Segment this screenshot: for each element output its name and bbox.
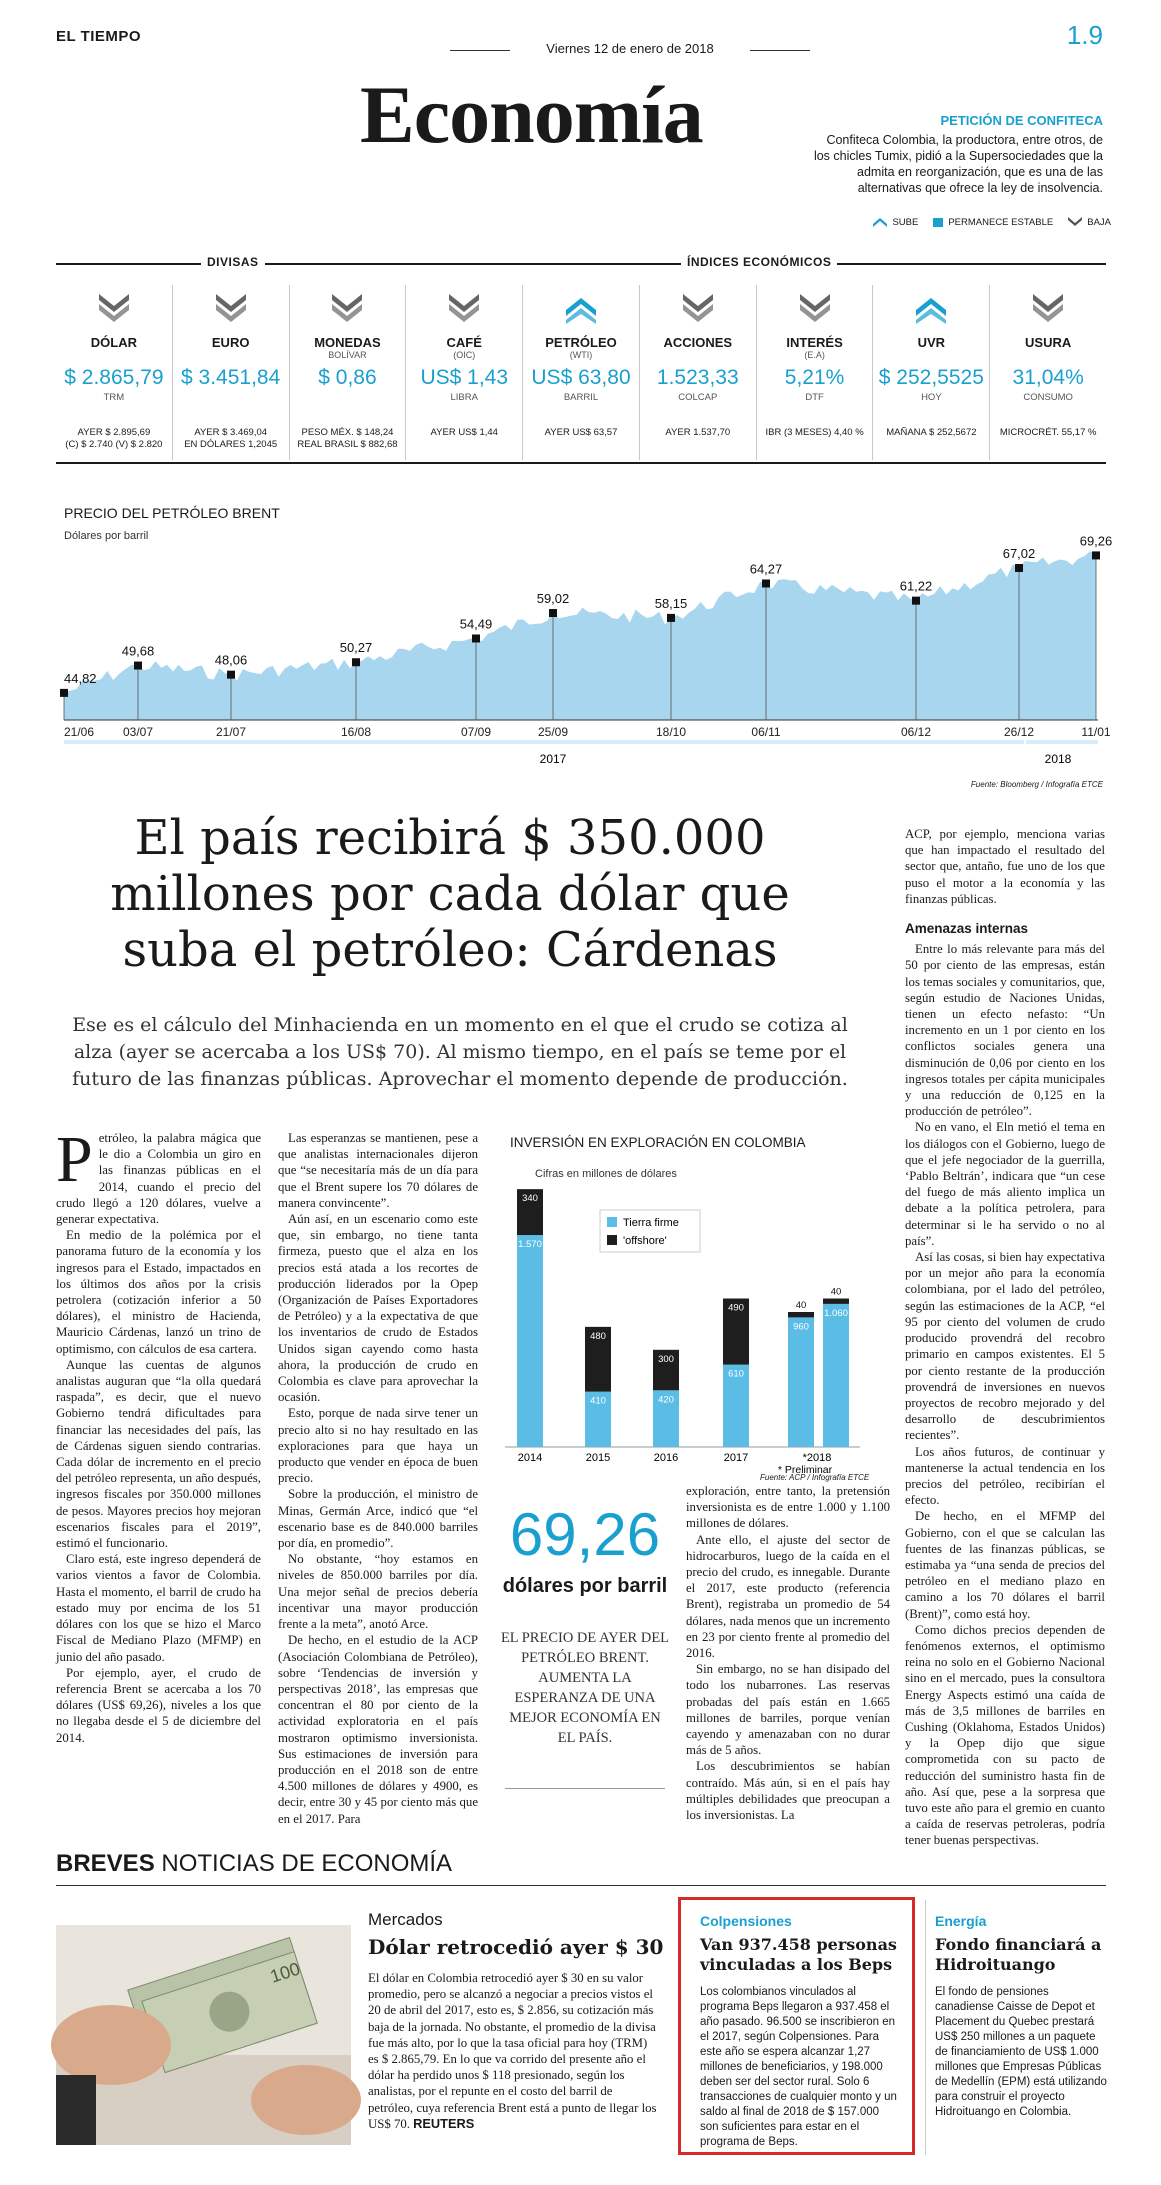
brent-chart-subtitle: Dólares por barril	[64, 530, 149, 542]
brent-chart-title: PRECIO DEL PETRÓLEO BRENT	[64, 505, 280, 521]
brent-point	[912, 597, 920, 605]
bar-label-offshore: 40	[830, 1286, 842, 1298]
brent-point	[227, 671, 235, 679]
col1-p2: Aunque las cuentas de algunos analistas auguran que “la olla quedará raspada”, es decir, que el nuevo Gobierno tendrá dificultades para financiar las necesidades del país, las de Cárdenas siguen siendo contrarias. Cada dólar de incremento en el precio del petróleo representa, un año después, ingresos fiscales por 350.000 millones de pesos. Mayores precios hoy mejoran escenarios fiscales para el 2019”, estimó el funcionario.	[56, 1357, 261, 1551]
indicator-foot: MICROCRÉT. 55,17 %	[999, 427, 1097, 438]
inversion-chart	[505, 1155, 865, 1475]
col3-p1: Ante ello, el ajuste del sector de hidrocarburos, luego de la caída en el precio del crudo, es innegable. Durante el 2017, este producto (referencia Brent), registraba un promedio de 54 dólares, nada menos que un incremento en 23 por ciento frente al promedio del 2016.	[686, 1532, 890, 1661]
up-trend-icon	[564, 290, 598, 326]
indicator-foot: AYER $ 2.895,69 (C) $ 2.740 (V) $ 2.820	[65, 427, 163, 450]
col3-p3: Los descubrimientos se habían contraído. Más aún, si en el país hay múltiples debilidades que preocupan a los inversionistas. La	[686, 1759, 890, 1823]
indicator-value: $ 0,86	[318, 366, 377, 389]
brief-1-body: El dólar en Colombia retrocedió ayer $ 30 en su valor promedio, pero se alcanzó a negociar a precios vistos el 20 de abril del 2017, esto es, $ 2.856, su cotización más baja de la jornada. No obstante, el promedio de la divisa fue más alto, por lo que la tasa oficial para hoy (TRM) es $ 2.865,79. En lo que va corrido del presente año el dólar ha perdido unos $ 118 presionado, según los analistas, por el repunte en el costo del barril de petróleo, cuya referencia Brent está a punto de llegar los US$ 70. REUTERS	[368, 1971, 657, 2131]
indicator-sub: (OIC)	[453, 350, 476, 360]
brent-value-label: 59,02	[536, 591, 570, 607]
indicator-name: PETRÓLEO	[545, 335, 617, 350]
bar-label-offshore: 490	[728, 1302, 744, 1314]
indicators-row	[56, 285, 1106, 460]
indicator-foot: AYER US$ 63,57	[544, 427, 618, 438]
indicator-unit: DTF	[805, 392, 824, 403]
col1-p3: Claro está, este ingreso dependerá de varios vientos a favor de Colombia. Hasta el momento, el barril de crudo ha estado muy por encima de los 51 dólares con los que se hizo el Marco Fiscal de Mediano Plazo (MFMP) en junio del año pasado.	[56, 1552, 261, 1664]
page-number: 1.9	[1066, 20, 1103, 50]
bar-label-offshore: 340	[522, 1193, 538, 1205]
bar-tierra-firme	[788, 1317, 814, 1447]
brent-point	[472, 634, 480, 642]
indicator-sub: (WTI)	[569, 350, 593, 360]
col2-p1: Aún así, en un escenario como este que, sin embargo, no tiene tanta firmeza, puesto que el alza en los precios está atada a los recortes de producción liderados por la Opep (Organización de Países Exportadores de Petróleo) y a la expectativa de que los inventarios de crudo de Estados Unidos sigan cayendo como hasta ahora, la producción de crudo en Colombia es clave para aprovechar la ocasión.	[278, 1212, 478, 1405]
indicator-name: ACCIONES	[663, 335, 733, 350]
indicator-foot: AYER 1.537,70	[665, 427, 731, 438]
legend-label-tierra: Tierra firme	[623, 1217, 679, 1229]
brent-tick-label: 18/10	[655, 725, 687, 739]
down-trend-icon	[447, 290, 481, 326]
indicator-1	[172, 285, 289, 460]
brent-tick-label: 06/12	[900, 725, 932, 739]
indicator-6	[756, 285, 873, 460]
legend-stable: PERMANECE ESTABLE	[932, 216, 1053, 228]
sidebox-body: Confiteca Colombia, la productora, entre otros, de los chicles Tumix, pidió a la Supersociedades que la admita en reorganización, que es una de las alternativas que ofrece la ley de insolvencia.	[813, 133, 1103, 195]
indicator-3	[405, 285, 522, 460]
indicator-unit: CONSUMO	[1023, 392, 1073, 403]
col4-p0: ACP, por ejemplo, menciona varias que han impactado el resultado del sector que, antaño, fue uno de los que puso el motor a la economía y las finanzas públicas.	[905, 827, 1105, 906]
article-column-4	[905, 826, 1105, 1849]
brent-chart	[56, 495, 1113, 785]
indicator-foot: AYER $ 3.469,04 EN DÓLARES 1,2045	[184, 427, 278, 450]
inversion-chart-title: INVERSIÓN EN EXPLORACIÓN EN COLOMBIA	[510, 1135, 806, 1150]
article-column-3	[686, 1483, 890, 1823]
bar-label-tierra: 420	[658, 1394, 674, 1406]
indicator-value: US$ 1,43	[420, 366, 509, 389]
indicator-value: $ 2.865,79	[64, 366, 164, 389]
svg-text:100: 100	[267, 1958, 303, 1987]
brief-1-title: Dólar retrocedió ayer $ 30	[368, 1935, 664, 1959]
article-deck: Ese es el cálculo del Minhacienda en un momento en el que el crudo se cotiza al alza (ayer se acercaba a los US$ 70). Al mismo tiempo, en el país se teme por el futuro de las finanzas públicas. Aprovechar el momento depende de producción.	[72, 1014, 848, 1090]
indicator-sub	[873, 350, 989, 362]
col4-p1: Entre lo más relevante para más del 50 por ciento de las empresas, están los temas sociales y comunitarios, que, según estudio de Naciones Unidas, tienen un efecto nefasto: “Un incremento en un 1 por ciento en los conflictos sociales genera una disminución de 0,06 por ciento en los ingresos totales per cápita municipales y una reducción de 0,125 en la producción de petróleo”.	[905, 942, 1105, 1119]
indicator-name: UVR	[917, 335, 946, 350]
indicator-sub	[640, 350, 756, 362]
brent-value-label: 50,27	[339, 640, 373, 656]
year-label-2018: 2018	[1044, 752, 1072, 766]
brent-tick-label: 03/07	[122, 725, 154, 739]
brent-chart-source: Fuente: Bloomberg / Infografía ETCE	[970, 780, 1103, 789]
down-trend-icon	[97, 290, 131, 326]
down-arrow-icon	[1067, 216, 1083, 228]
article-column-2	[278, 1130, 478, 1827]
col2-p5: De hecho, en el estudio de la ACP (Asociación Colombiana de Petróleo), sobre ‘Tendencias de inversión y perspectivas 2018’, las empresas que concentran el 80 por ciento de la actividad exploratoria en el país mostraron optimismo inversionista. Sus estimaciones de inversión para producción en el 2018 son de entre 4.500 millones de dólares y 4900, es decir, entre 30 y 45 por ciento más que en el 2017. Para	[278, 1633, 478, 1826]
year-band-2017	[64, 740, 1024, 744]
col4-subhead: Amenazas internas	[905, 921, 1029, 937]
article-column-1	[56, 1123, 261, 1746]
indicator-2	[289, 285, 406, 460]
quote-number: 69,26	[509, 1501, 661, 1568]
col4-p2: No en vano, el Eln metió el tema en los diálogos con el Gobierno, luego de que el jefe negociador de la guerrilla, ‘Pablo Beltrán’, indicara que “un cese del fuego de más aliento implica un debate a la política petrolera, para determinar si le ha servido o no al país”.	[905, 1120, 1105, 1248]
legend-up: SUBE	[872, 216, 918, 228]
indicator-name: EURO	[211, 335, 250, 350]
inversion-legend	[600, 1210, 700, 1252]
col2-p0: Las esperanzas se mantienen, pese a que analistas internacionales dijeron que “se necesitaría más de un día para que el Brent supere los 70 dólares de manera convincente”.	[278, 1131, 478, 1210]
indicator-unit: LIBRA	[450, 392, 478, 403]
bar-tierra-firme	[823, 1304, 849, 1447]
brent-point	[1015, 564, 1023, 572]
brief-1-credit: REUTERS	[413, 2115, 475, 2131]
indicator-0	[56, 285, 172, 460]
indicator-name: DÓLAR	[90, 335, 137, 350]
up-trend-icon	[914, 290, 948, 326]
quote-rule	[505, 1788, 665, 1789]
indicator-unit: BARRIL	[563, 392, 599, 403]
indicator-4	[522, 285, 639, 460]
brent-value-label: 61,22	[899, 578, 933, 594]
quote-unit: dólares por barril	[502, 1575, 668, 1597]
brief-3-category: Energía	[935, 1913, 987, 1929]
brent-tick-label: 06/11	[751, 725, 781, 739]
breves-heading: BREVES NOTICIAS DE ECONOMÍA	[56, 1850, 453, 1877]
inversion-subtitle: Cifras en millones de dólares	[535, 1168, 677, 1180]
brent-value-label: 54,49	[459, 616, 493, 632]
indicator-unit: TRM	[103, 392, 125, 403]
dateline	[450, 41, 810, 56]
indicator-value: 31,04%	[1012, 366, 1084, 389]
brent-tick-label: 21/06	[64, 725, 95, 739]
brent-tick-label: 07/09	[460, 725, 492, 739]
indicator-foot: AYER US$ 1,44	[430, 427, 498, 438]
col1-p1: En medio de la polémica por el panorama futuro de la economía y los ingresos para el Estado, impactados en los últimos dos años por la crisis petrolera (cotización inferior a 50 dólares), el ministro de Hacienda, Mauricio Cárdenas, lanzó un trino de optimismo, con cálculos de esa cartera.	[56, 1228, 261, 1356]
trend-legend	[872, 216, 1111, 228]
col4-p4: Los años futuros, de continuar y mantenerse la actual tendencia en los precios del petróleo, recibirían el efecto.	[905, 1444, 1105, 1508]
bar-label-offshore: 300	[658, 1353, 674, 1365]
legend-label-offshore: 'offshore'	[623, 1235, 667, 1247]
legend-down: BAJA	[1067, 216, 1111, 228]
indicator-foot: IBR (3 MESES) 4,40 %	[765, 427, 864, 438]
indicator-foot: MAÑANA $ 252,5672	[886, 427, 977, 438]
indicators-header	[56, 255, 1106, 271]
brent-point	[1092, 551, 1100, 559]
down-trend-icon	[681, 290, 715, 326]
indicator-7	[872, 285, 989, 460]
brief-3-title: Fondo financiará a Hidroituango	[935, 1935, 1102, 1974]
up-arrow-icon	[872, 216, 888, 228]
indicator-name: INTERÉS	[786, 335, 843, 350]
col2-p3: Sobre la producción, el ministro de Minas, Germán Arce, indicó que “el escenario base es de 840.000 barriles por día, en promedio”.	[278, 1487, 478, 1551]
indicator-value: US$ 63,80	[531, 366, 631, 389]
col2-p2: Esto, porque de nada sirve tener un precio alto si no hay resultado en las exploraciones para que haya un producto que vender en época de buen precio.	[278, 1406, 478, 1486]
brent-value-label: 48,06	[214, 652, 248, 668]
brief-3-body: El fondo de pensiones canadiense Caisse de Depot et Placement du Quebec prestará US$ 250 millones a un paquete de financiamiento de US$ 1.000 millones que Empresas Públicas de Medellín (EPM) está utilizando para construir el proyecto Hidroituango en Colombia.	[935, 1986, 1107, 2118]
indicator-name: MONEDAS	[314, 335, 381, 350]
indicator-unit: HOY	[921, 392, 942, 403]
brief-2-title: Van 937.458 personas vinculadas a los Beps	[700, 1935, 897, 1974]
bar-label-tierra: 610	[728, 1368, 744, 1380]
brent-tick-label: 26/12	[1003, 725, 1035, 739]
year-band-2018	[1026, 740, 1098, 744]
bar-offshore	[788, 1312, 814, 1317]
col4-p6: Como dichos precios dependen de fenómenos externos, el optimismo reina no solo en el Gobierno Nacional sino en el mercado, pues la consultora Energy Aspects estimó una caída de más de 3,5 millones de barriles en Cushing (Oklahoma, Estados Unidos) y la Opep dijo que sigue comprometida con su pacto de reducción del suministro hasta fin de año. Así que, pese a la sorpresa que tuvo este año para el gremio en cuanto a caída de reservas petroleras, podría tener buenas perspectivas.	[905, 1622, 1105, 1848]
date-text: Viernes 12 de enero de 2018	[546, 41, 714, 56]
sidebox-title: PETICIÓN DE CONFITECA	[940, 113, 1103, 128]
col4-p5: De hecho, en el MFMP del Gobierno, con el que se calculan las fuentes de las finanzas públicas, se estimaba ya “una senda de precios del petróleo en el mediano plazo en camino a los 70 dólares el barril (Brent)”, como está hoy.	[905, 1509, 1105, 1621]
col2-p4: No obstante, “hoy estamos en niveles de 850.000 barriles por día. Una mejor señal de precios debería incentivar una mayor producción frente a la meta”, anotó Arce.	[278, 1552, 478, 1632]
masthead: EL TIEMPO	[56, 28, 142, 45]
brent-point	[134, 662, 142, 670]
down-trend-icon	[798, 290, 832, 326]
brent-point	[667, 614, 675, 622]
indicator-sub	[990, 350, 1106, 362]
inversion-category-label: 2016	[653, 1452, 679, 1464]
indicator-8	[989, 285, 1106, 460]
section-title: Economía	[360, 69, 703, 160]
legend-swatch-tierra	[607, 1217, 617, 1227]
indicator-value: $ 252,5525	[878, 366, 984, 389]
divisas-label: DIVISAS	[201, 255, 265, 269]
brent-point	[762, 579, 770, 587]
dropcap: P	[56, 1123, 93, 1196]
brent-point	[549, 609, 557, 617]
brent-point	[60, 689, 68, 697]
down-trend-icon	[214, 290, 248, 326]
down-trend-icon	[1031, 290, 1065, 326]
inversion-category-label: *2018	[802, 1452, 832, 1464]
indicator-name: USURA	[1025, 335, 1072, 350]
indicator-sub: BOLÍVAR	[328, 350, 367, 360]
col3-p0: exploración, entre tanto, la pretensión inversionista es de entre 1.000 y 1.100 millones de dólares.	[686, 1484, 890, 1531]
quote-text: EL PRECIO DE AYER DEL PETRÓLEO BRENT. AUMENTA LA ESPERANZA DE UNA MEJOR ECONOMÍA EN EL PAÍS.	[500, 1630, 670, 1746]
brent-point	[352, 658, 360, 666]
indicator-value: 5,21%	[784, 366, 845, 389]
brent-value-label: 49,68	[121, 643, 155, 659]
brent-value-label: 67,02	[1002, 546, 1036, 562]
indicator-5	[639, 285, 756, 460]
inversion-note: * Preliminar	[777, 1464, 833, 1476]
brent-tick-label: 16/08	[340, 725, 372, 739]
brent-value-label: 69,26	[1079, 533, 1113, 549]
brief-separator	[925, 1900, 926, 2155]
dollar-bills-photo	[56, 1925, 351, 2145]
article-headline: El país recibirá $ 350.000 millones por cada dólar que suba el petróleo: Cárdenas	[110, 810, 790, 978]
bar-label-tierra: 410	[590, 1395, 606, 1407]
brief-2-category: Colpensiones	[700, 1913, 792, 1929]
indicator-value: 1.523,33	[656, 366, 739, 389]
brent-value-label: 64,27	[749, 561, 783, 577]
indicator-sub	[56, 350, 172, 362]
col1-p0: etróleo, la palabra mágica que le dio a Colombia un giro en las finanzas públicas en el 2014, cuando el precio del crudo llegó a 120 dólares, vuelve a generar expectativa.	[56, 1131, 261, 1227]
year-label-2017: 2017	[539, 752, 567, 766]
bar-label-tierra: 960	[793, 1321, 809, 1333]
col3-p2: Sin embargo, no se han disipado del todo los nubarrones. Las reservas probadas del país están en 1.665 millones de barriles, porque venían cayendo y amenazaban con no durar más de 5 años.	[686, 1662, 890, 1758]
brent-area	[64, 551, 1096, 720]
stable-square-icon	[932, 216, 944, 228]
brief-1-category: Mercados	[368, 1910, 443, 1929]
brent-value-label: 58,15	[654, 595, 688, 611]
brent-tick-label: 25/09	[537, 725, 569, 739]
indices-label: ÍNDICES ECONÓMICOS	[681, 255, 837, 269]
bar-label-offshore: 480	[590, 1330, 606, 1342]
indicator-value: $ 3.451,84	[181, 366, 281, 389]
brent-tick-label: 11/01	[1081, 725, 1111, 739]
inversion-chart-source: Fuente: ACP / Infografía ETCE	[760, 1473, 870, 1482]
inversion-category-label: 2015	[585, 1452, 611, 1464]
col4-p3: Así las cosas, si bien hay expectativa por un mejor año para la economía colombiana, por el lado del petróleo, según las estimaciones de la ACP, “el 95 por ciento del volumen de crudo producido provendrá del recobro primario en campos existentes. El 5 por ciento restante de la producción provendrá de inversiones en nuevos proyectos de recobro mejorado y del desarrollo de descubrimientos recientes”.	[905, 1250, 1105, 1443]
indicator-sub	[173, 350, 289, 362]
indicator-name: CAFÉ	[446, 335, 482, 350]
brief-2-body: Los colombianos vinculados al programa Beps llegaron a 937.458 el año pasado. 96.500 se inscribieron en el 2017, según Colpensiones. Para este año se espera alcanzar 1,27 millones de beneficiarios, y 198.000 deben ser del sector rural. Solo 6 transacciones de cualquier monto y un saldo al final de 2018 de $ 157.000 son suficientes para estar en el programa de Beps.	[700, 1986, 897, 2148]
brent-tick-label: 21/07	[215, 725, 247, 739]
indicator-unit: COLCAP	[678, 392, 718, 403]
down-trend-icon	[330, 290, 364, 326]
bar-tierra-firme	[517, 1235, 543, 1447]
indicator-sub: (E.A)	[804, 350, 825, 360]
inversion-category-label: 2017	[723, 1452, 749, 1464]
breves-rule	[56, 1885, 1106, 1886]
legend-swatch-offshore	[607, 1235, 617, 1245]
indicator-foot: PESO MÉX. $ 148,24 REAL BRASIL $ 882,68	[297, 427, 398, 450]
col1-p4: Por ejemplo, ayer, el crudo de referencia Brent se acercaba a los 70 dólares (US$ 69,26), niveles a los que no llegaba desde el 5 de diciembre del 2014.	[56, 1665, 261, 1745]
inversion-category-label: 2014	[517, 1452, 543, 1464]
indicators-bottom-rule	[56, 462, 1106, 464]
bar-offshore	[823, 1299, 849, 1304]
bar-label-tierra: 1.570	[518, 1239, 542, 1251]
bar-label-tierra: 1.060	[824, 1307, 848, 1319]
bar-label-offshore: 40	[795, 1300, 807, 1311]
brent-value-label: 44,82	[64, 670, 97, 686]
